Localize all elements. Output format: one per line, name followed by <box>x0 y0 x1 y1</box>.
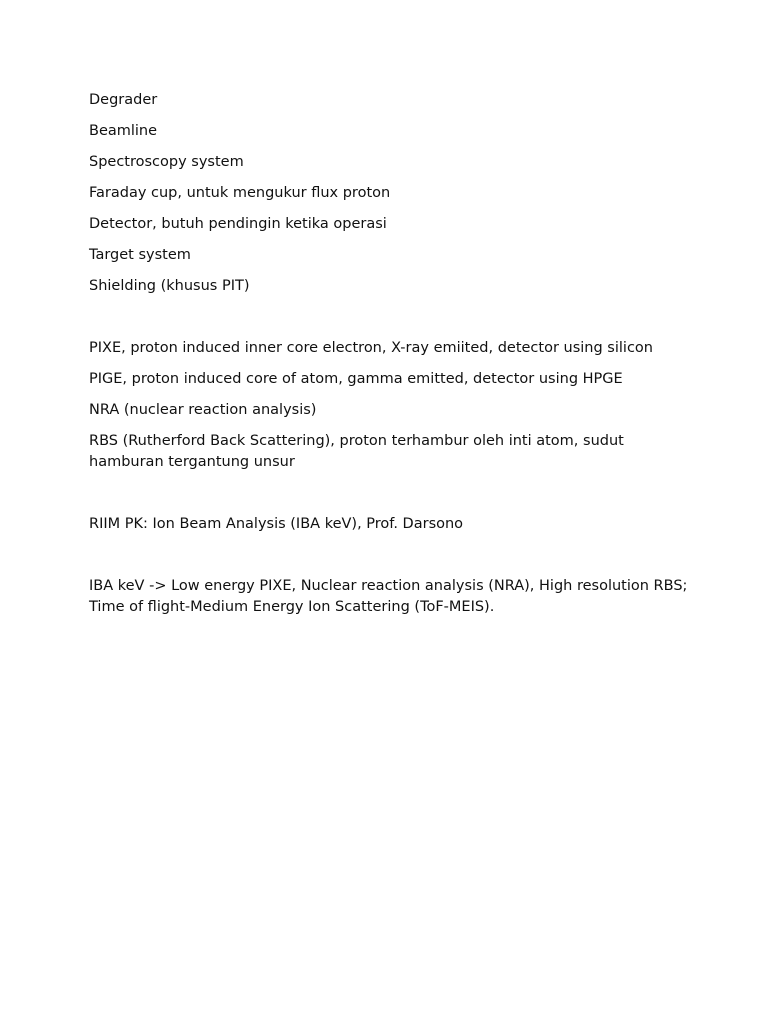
paragraph-degrader: Degrader <box>89 92 158 108</box>
blank-line <box>89 483 689 504</box>
paragraph-beamline: Beamline <box>89 123 158 139</box>
paragraph-shielding: Shielding (khusus PIT) <box>89 278 250 294</box>
paragraph-riim-pk: RIIM PK: Ion Beam Analysis (IBA keV), Prof. Darsono <box>89 516 464 532</box>
paragraph-iba-kev: IBA keV -> Low energy PIXE, Nuclear reaction analysis (NRA), High resolution RBS; Time of flight-Medium Energy Ion Scattering (ToF-MEIS). <box>89 578 688 615</box>
paragraph-pige: PIGE, proton induced core of atom, gamma emitted, detector using HPGE <box>89 371 623 387</box>
paragraph-pixe: PIXE, proton induced inner core electron, X-ray emiited, detector using silicon <box>89 340 653 356</box>
paragraph-detector: Detector, butuh pendingin ketika operasi <box>89 216 387 232</box>
paragraph-spectroscopy-system: Spectroscopy system <box>89 154 244 170</box>
paragraph-faraday-cup: Faraday cup, untuk mengukur flux proton <box>89 185 391 201</box>
blank-line <box>89 545 689 566</box>
paragraph-target-system: Target system <box>89 247 191 263</box>
paragraph-nra: NRA (nuclear reaction analysis) <box>89 402 317 418</box>
paragraph-rbs: RBS (Rutherford Back Scattering), proton terhambur oleh inti atom, sudut hamburan tergantung unsur <box>89 433 624 470</box>
blank-line <box>89 307 689 328</box>
document-page <box>89 90 689 628</box>
